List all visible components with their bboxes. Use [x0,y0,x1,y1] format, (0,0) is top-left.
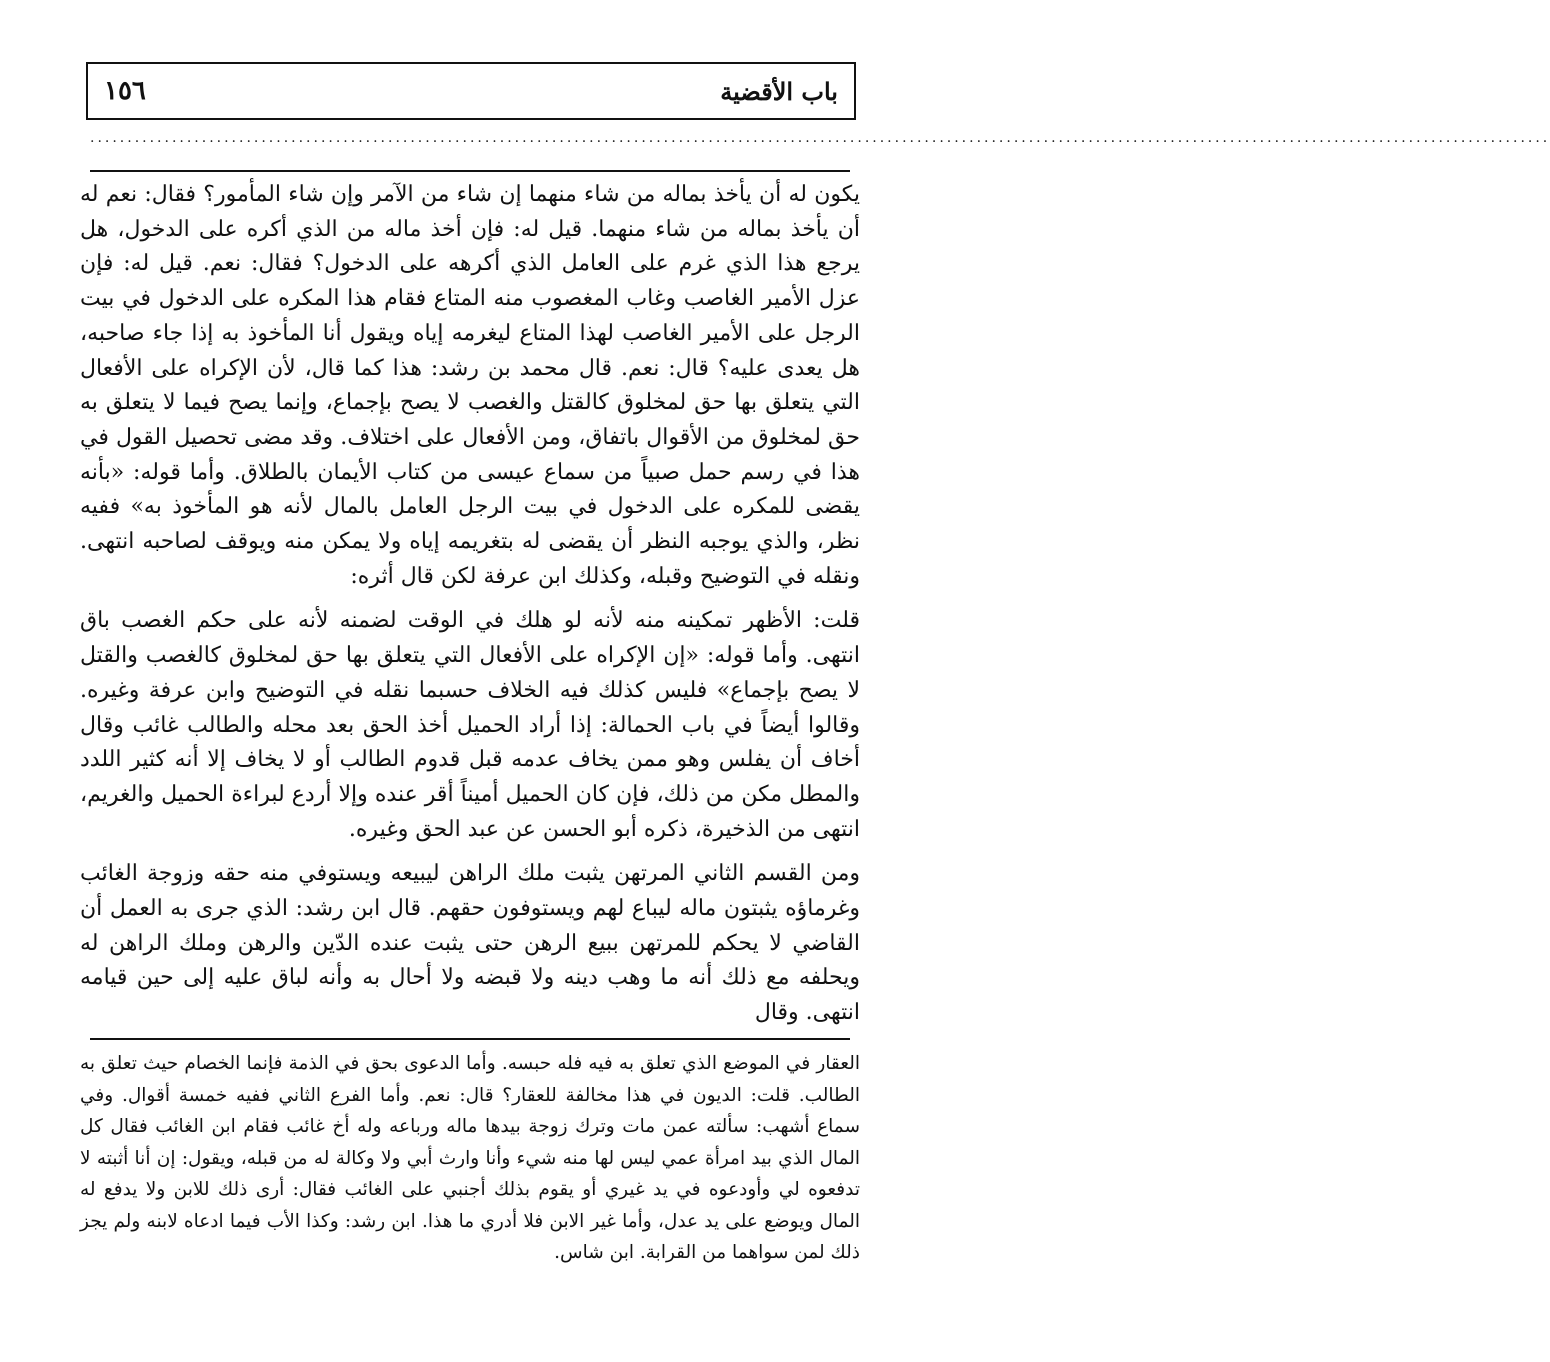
footnote-paragraph: العقار في الموضع الذي تعلق به فيه فله حبسه. وأما الدعوى بحق في الذمة فإنما الخصام حيث تعلق به الطالب. قلت: الديون في هذا مخالفة للعقار؟ قال: نعم. وأما الفرع الثاني ففيه خمسة أقوال. وفي سماع أشهب: سألته عمن مات وترك زوجة بيدها ماله ورباعه وله أخ غائب فقام ابن الغائب فقال كل المال الذي بيد امرأة عمي ليس لها منه شيء وأنا وارث أبي ولا وكالة له من قبله، ويقول: إن أنا أثبته لا تدفعوه لي وأودعوه في يد غيري أو يقوم بذلك أجنبي على الغائب فقال: أرى ذلك للابن ولا يدفع له المال ويوضع على يد عدل، وأما غير الابن فلا أدري ما هذا. ابن رشد: وكذا الأب فيما ادعاه لابنه ولم يجز ذلك لمن سواهما من القرابة. ابن شاس. [80,1053,860,1263]
page-header [86,62,856,120]
main-text [80,178,860,1031]
paragraph: قلت: الأظهر تمكينه منه لأنه لو هلك في الوقت لضمنه لأنه على حكم الغصب باق انتهى. وأما قوله: «إن الإكراه على الأفعال التي يتعلق بها حق لمخلوق كالغصب والقتل لا يصح بإجماع» فليس كذلك فيه الخلاف حسبما نقله في التوضيح وابن عرفة وغيره. وقالوا أيضاً في باب الحمالة: إذا أراد الحميل أخذ الحق بعد محله والطالب غائب وقال أخاف أن يفلس وهو ممن يخاف عدمه قبل قدوم الطالب أو لا يخاف إلا أنه كثير اللدد والمطل مكن من ذلك، فإن كان الحميل أميناً أقر عنده وإلا أردع لبراءة الحميل والغريم، انتهى من الذخيرة، ذكره أبو الحسن عن عبد الحق وغيره. [80,608,860,842]
paragraph: ومن القسم الثاني المرتهن يثبت ملك الراهن ليبيعه ويستوفي منه حقه وزوجة الغائب وغرماؤه يثبتون ماله ليباع لهم ويستوفون حقهم. قال ابن رشد: الذي جرى به العمل أن القاضي لا يحكم للمرتهن ببيع الرهن حتى يثبت عنده الدّين والرهن وملك الراهن له ويحلفه مع ذلك أنه ما وهب دينه ولا قبضه ولا أحال به وأنه لباق عليه إلى حين قيامه انتهى. وقال [80,861,860,1026]
top-rule [90,170,850,172]
page-number: ١٥٦ [104,76,146,106]
footnote-rule [90,1038,850,1040]
chapter-title: باب الأقضية [720,76,838,106]
footnote [80,1048,860,1269]
paragraph: يكون له أن يأخذ بماله من شاء منهما إن شاء من الآمر وإن شاء المأمور؟ فقال: نعم له أن يأخذ بماله من شاء منهما. قيل له: فإن أخذ ماله من الذي أكره على الدخول، هل يرجع هذا الذي غرم على العامل الذي أكرهه على الدخول؟ فقال: نعم. قيل له: فإن عزل الأمير الغاصب وغاب المغصوب منه المتاع فقام هذا المكره على الدخول في بيت الرجل على الأمير الغاصب لهذا المتاع ليغرمه إياه ويقول أنا المأخوذ به إذا جاء صاحبه، هل يعدى عليه؟ قال: نعم. قال محمد بن رشد: هذا كما قال، لأن الإكراه على الأفعال التي يتعلق بها حق لمخلوق كالقتل والغصب لا يصح بإجماع، وإنما يصح فيما لا يتعلق به حق لمخلوق من الأقوال باتفاق، ومن الأفعال على اختلاف. وقد مضى تحصيل القول في هذا في رسم حمل صبياً من سماع عيسى من كتاب الأيمان بالطلاق. وأما قوله: «بأنه يقضى للمكره على الدخول في بيت الرجل العامل بالمال لأنه هو المأخوذ به» ففيه نظر، والذي يوجبه النظر أن يقضى له بتغريمه إياه ولا يمكن منه ويوقف لصاحبه انتهى. ونقله في التوضيح وقبله، وكذلك ابن عرفة لكن قال أثره: [80,182,860,589]
dotted-separator: .................................................................................................................................................................................................... [90,130,1550,146]
